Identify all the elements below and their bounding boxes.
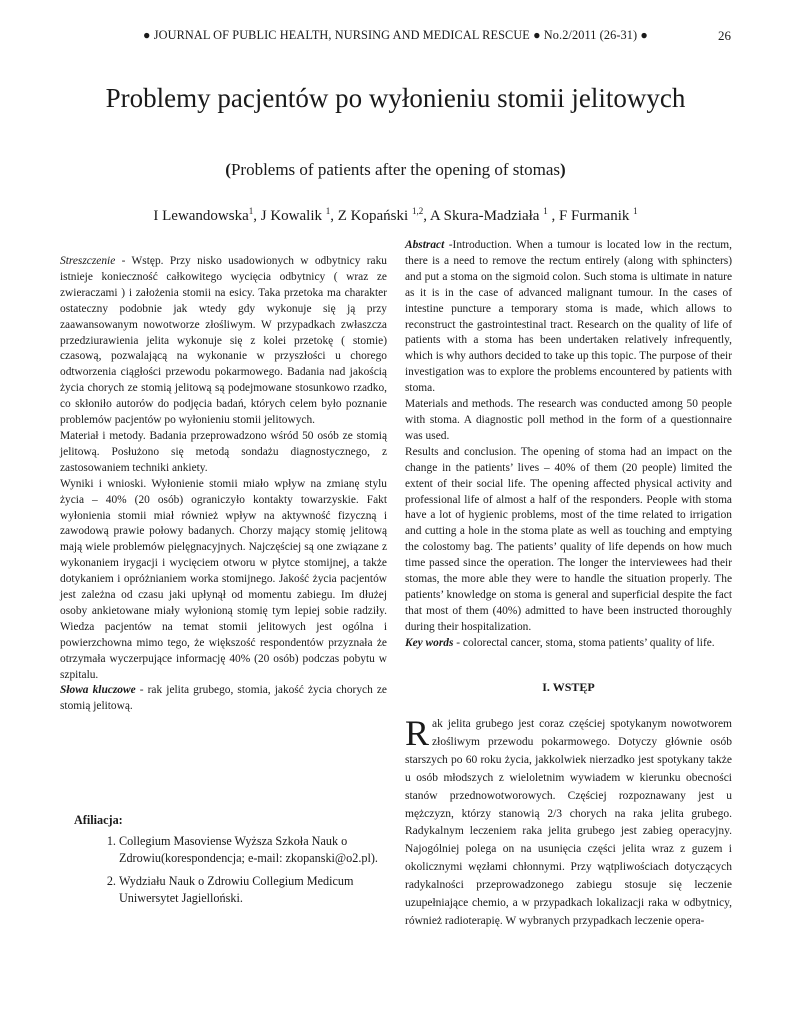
abstract-text: -Introduction. When a tumour is located low in the rectum, there is a need to remove the rectum entirely (along with sphincters) and put a stoma on the sigmoid colon. Such stoma is ultimate in nature as it is in the case of advanced malignant tumour. In the cases of intestine puncture a temporary stoma is made, which allows to reconstruct the gastrointestinal tract. Research on the quality of life of patients with a stoma has been undertaken relatively infrequently, which is why authors decided to take up this topic. The purpose of their investigation was to explore the problems encountered by patients with stoma.	[405, 239, 732, 395]
affiliation-item: 1. Collegium Masoviense Wyższa Szkoła Nauk o Zdrowiu(korespondencja; e-mail: zkopanski@o2.pl).	[119, 833, 394, 867]
author-name: A Skura-Madziała	[429, 208, 544, 224]
streszczenie-label: Streszczenie	[60, 255, 116, 267]
paper-subtitle	[0, 160, 791, 180]
author	[559, 208, 638, 224]
abstract-results: Results and conclusion. The opening of stoma had an impact on the change in the patients’ lives – 40% of them (20 people) limited the extent of their social life. The opening affected physical activity and professional life of almost a half of the responders. People with stoma have a lot of hygienic problems, most of the time related to irrigation and cutting a hole in the stoma plate as well as touching and emptying the colostomy bag. The patients’ quality of life depends on how much time passed since the operation. The longer the interviewees had their stomas, the more able they were to handle the situation properly. The patients’ knowledge on stoma is general and superficial despite the fact that most of them (40%) admitted to have been instructed thoroughly during their hospitalization.	[405, 445, 732, 633]
author-separator: ,	[423, 208, 430, 224]
subtitle-text: Problems of patients after the opening of stomas	[230, 160, 561, 179]
abstract-keywords	[405, 636, 732, 652]
polish-abstract	[60, 254, 387, 715]
drop-cap: R	[405, 713, 430, 753]
affiliations	[74, 812, 394, 913]
key-words-label: Key words	[405, 636, 454, 649]
author-name: Z Kopański	[337, 208, 412, 224]
key-words-text: - colorectal cancer, stoma, stoma patients’ quality of life.	[453, 636, 715, 649]
author-separator: ,	[330, 208, 338, 224]
subtitle-close-paren: )	[560, 160, 566, 179]
author	[430, 208, 559, 224]
abstract-paragraph	[405, 238, 732, 397]
paper-title: Problemy pacjentów po wyłonieniu stomii jelitowych	[105, 83, 686, 113]
author	[261, 208, 338, 224]
author-affiliation-mark: 1	[543, 206, 548, 216]
author-affiliation-mark: 1	[248, 206, 254, 216]
journal-header: ● JOURNAL OF PUBLIC HEALTH, NURSING AND MEDICAL RESCUE ● No.2/2011 (26-31) ●	[143, 28, 648, 42]
abstract-methods: Materials and methods. The research was conducted among 50 people with stoma. A diagnostic poll method in the form of a questionnaire was used.	[405, 398, 732, 442]
streszczenie-paragraph	[60, 254, 387, 429]
author	[338, 208, 430, 224]
streszczenie-methods: Materiał i metody. Badania przeprowadzono wśród 50 osób ze stomią jelitową. Posłużono się metodą sondażu diagnostycznego, z zastosowaniem techniki ankiety.	[60, 429, 387, 474]
page-number: 26	[718, 28, 731, 43]
keywords-label: Słowa kluczowe	[60, 684, 136, 697]
streszczenie-keywords	[60, 683, 387, 715]
streszczenie-results: Wyniki i wnioski. Wyłonienie stomii miało wpływ na zmianę stylu życia – 40% (20 osób) ograniczyło kontakty towarzyskie. Fakt wyłonienia stomii miał również wpływ na aktywność fizyczną i zawodową prawie połowy badanych. Chorzy mający stomię jelitową mają wiele problemów pielęgnacyjnych. Najczęściej są one związane z wykonaniem irygacji i wycięciem otworu w płytce stomijnej, a także dotykaniem i opróżnianiem worka stomijnego. Jakość życia pacjentów jest zależna od czasu jaki upłynął od momentu zabiegu. Im dłużej osoby ankietowane miały wyłonioną stomię tym lepiej sobie radziły. Wiedza pacjentów na temat stomii jelitowych jest ogólna i powierzchowna mimo tego, że większość respondentów przyznała że otrzymała wyczerpujące informację 40% (20 osób) podczas pobytu w szpitalu.	[60, 477, 387, 681]
author-name: I Lewandowska	[153, 208, 249, 224]
introduction-body: ak jelita grubego jest coraz częściej spotykanym nowotworem złośliwym przewodu pokarmowego. Dotyczy głównie osób starszych po 60 roku życia, jakkolwiek nierzadko jest spotykany także u osób młodszych z wieloletnim wywiadem w kierunku obecności stanów przednowotworowych. Częściej rozpoznawany jest u mężczyzn, którzy stanowią 2/3 chorych na raka jelita grubego. Radykalnym leczeniem raka jelita grubego jest zabieg operacyjny. Najogólniej polega on na usunięcia części jelita wraz z guzem i okolicznymi węzłami chłonnymi. Przy wątpliwościach dotyczących radykalności przeprowadzonego zabiegu stosuje się leczenie uzupełniające chemio, a w przypadkach lokalizacji raka w odbytnicy, również radioterapię. W wybranych przypadkach leczenie opera-	[405, 718, 732, 927]
author-separator: ,	[253, 208, 261, 224]
affiliation-item: 2. Wydziału Nauk o Zdrowiu Collegium Medicum Uniwersytet Jagielloński.	[119, 873, 394, 907]
introduction-paragraph	[405, 713, 732, 931]
affiliations-title: Afiliacja:	[74, 813, 123, 827]
author-affiliation-mark: 1,2	[411, 206, 424, 216]
author-affiliation-mark: 1	[633, 206, 638, 216]
streszczenie-text: - Wstęp. Przy nisko usadowionych w odbytnicy raku istnieje konieczność całkowitego wycięcia odbytnicy ( wraz ze zwieraczami ) i założenia stomii na esicy. Taka przetoka ma charakter ostateczny podobnie jak wtedy gdy wykonuje się ją przy zaawansowanym nowotworze złośliwym. W przypadkach zwłaszcza przedziurawienia jelita wykonuje się z kolei przetokę ( stomie) czasową, pozwalającą na wykonanie w przyszłości u chorego odtworzenia ciągłości przewodu pokarmowego. Badania nad jakością życia chorych ze stomią jelitową są podejmowane stosunkowo rzadko, co skłoniło autorów do podjęcia badań, których celem było poznanie problemów pacjentów po wyłonieniu stomii jelitowych.	[60, 255, 387, 427]
author-list	[0, 206, 791, 225]
introduction-text	[405, 713, 732, 931]
abstract-label: Abstract	[405, 239, 445, 251]
affiliations-list	[74, 833, 394, 907]
author-affiliation-mark: 1	[325, 206, 331, 216]
author-name: F Furmanik	[558, 208, 634, 224]
subtitle-open-paren: (	[225, 160, 231, 179]
english-abstract	[405, 238, 732, 652]
keywords-text: - rak jelita grubego, stomia, jakość życia chorych ze stomią jelitową.	[60, 684, 387, 713]
section-heading: I. WSTĘP	[542, 680, 595, 694]
author-separator: ,	[547, 208, 559, 224]
author-name: J Kowalik	[260, 208, 326, 224]
author	[153, 208, 260, 224]
